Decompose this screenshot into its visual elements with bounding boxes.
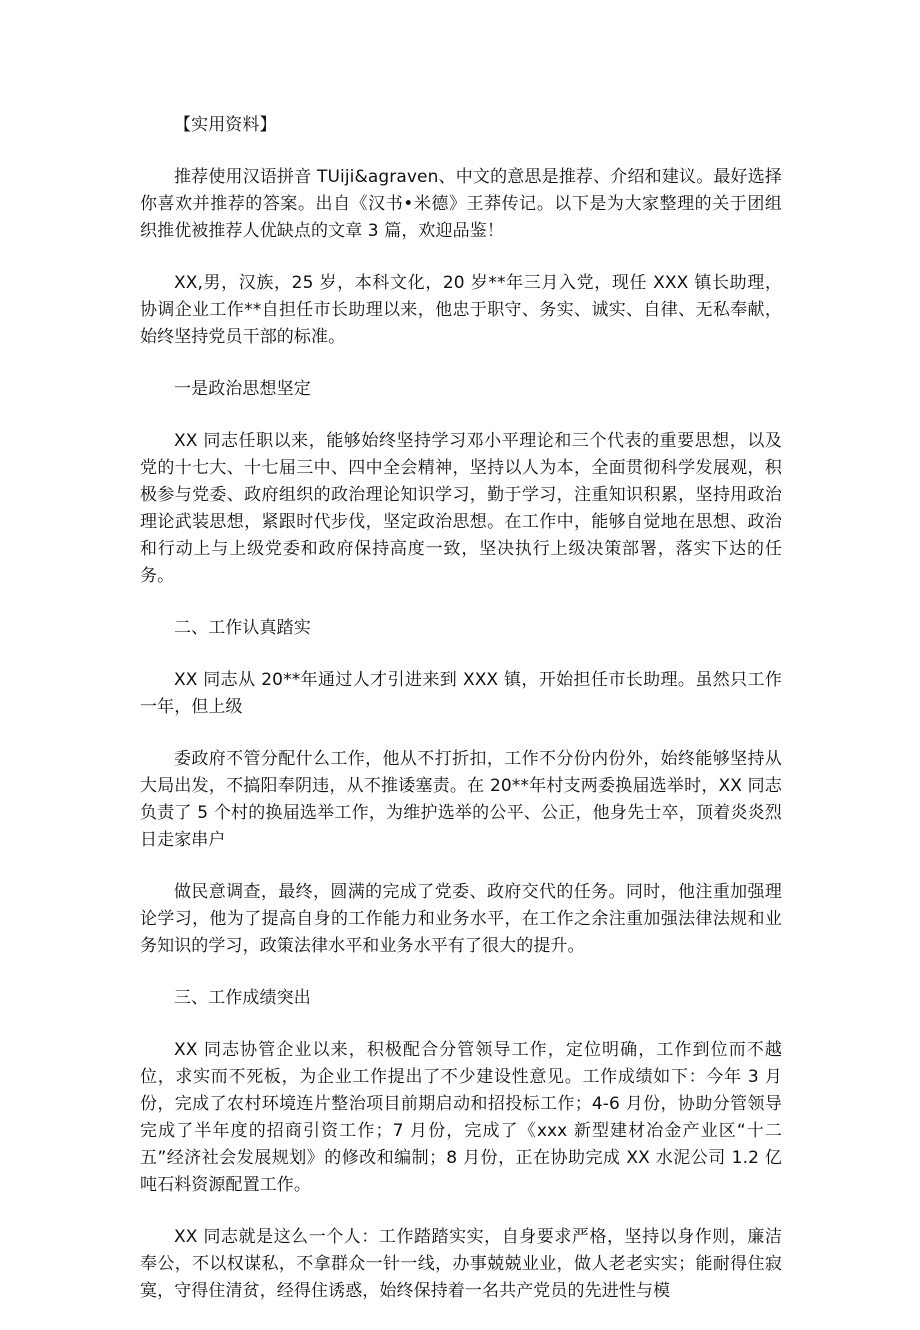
document-body bbox=[140, 112, 782, 1330]
intro-paragraph: 推荐使用汉语拼音 TUiji&agraven、中文的意思是推荐、介绍和建议。最好选择你喜欢并推荐的答案。出自《汉书•米德》王莽传记。以下是为大家整理的关于团组织推优被推荐人优缺点的文章 3 篇，欢迎品鉴！ bbox=[140, 167, 782, 241]
closing-paragraph: XX 同志就是这么一个人：工作踏踏实实，自身要求严格，坚持以身作则，廉洁奉公，不以权谋私，不拿群众一针一线，办事兢兢业业，做人老老实实；能耐得住寂寞，守得住清贫，经得住诱惑，始终保持着一名共产党员的先进性与模 bbox=[140, 1227, 782, 1301]
document-tag: 【实用资料】 bbox=[174, 115, 277, 135]
section-heading-achievements: 三、工作成绩突出 bbox=[174, 988, 311, 1008]
profile-paragraph: XX,男，汉族，25 岁，本科文化，20 岁**年三月入党，现任 XXX 镇长助理，协调企业工作**自担任市长助理以来，他忠于职守、务实、诚实、自律、无私奉献，始终坚持党员干部的标准。 bbox=[140, 273, 782, 347]
political-paragraph: XX 同志任职以来，能够始终坚持学习邓小平理论和三个代表的重要思想，以及党的十七大、十七届三中、四中全会精神，坚持以人为本，全面贯彻科学发展观，积极参与党委、政府组织的政治理论知识学习，勤于学习，注重知识积累，坚持用政治理论武装思想，紧跟时代步伐，坚定政治思想。在工作中，能够自觉地在思想、政治和行动上与上级党委和政府保持高度一致，坚决执行上级决策部署，落实下达的任务。 bbox=[140, 431, 782, 586]
work-paragraph-1: XX 同志从 20**年通过人才引进来到 XXX 镇，开始担任市长助理。虽然只工作一年，但上级 bbox=[140, 670, 782, 717]
section-heading-work: 二、工作认真踏实 bbox=[174, 618, 311, 638]
section-heading-political: 一是政治思想坚定 bbox=[174, 379, 311, 399]
achievements-paragraph: XX 同志协管企业以来，积极配合分管领导工作，定位明确，工作到位而不越位，求实而不死板，为企业工作提出了不少建设性意见。工作成绩如下：今年 3 月份，完成了农村环境连片整治项目前期启动和招投标工作；4-6 月份，协助分管领导完成了半年度的招商引资工作；7 月份，完成了《xxx 新型建材冶金产业区“十二五”经济社会发展规划》的修改和编制；8 月份，正在协助完成 XX 水泥公司 1.2 亿吨石料资源配置工作。 bbox=[140, 1040, 782, 1195]
work-paragraph-2: 委政府不管分配什么工作，他从不打折扣，工作不分份内份外，始终能够坚持从大局出发，不搞阳奉阴违，从不推诿塞责。在 20**年村支两委换届选举时，XX 同志负责了 5 个村的换届选举工作，为维护选举的公平、公正，他身先士卒，顶着炎炎烈日走家串户 bbox=[140, 749, 782, 850]
work-paragraph-3: 做民意调查，最终，圆满的完成了党委、政府交代的任务。同时，他注重加强理论学习，他为了提高自身的工作能力和业务水平，在工作之余注重加强法律法规和业务知识的学习，政策法律水平和业务水平有了很大的提升。 bbox=[140, 882, 782, 956]
